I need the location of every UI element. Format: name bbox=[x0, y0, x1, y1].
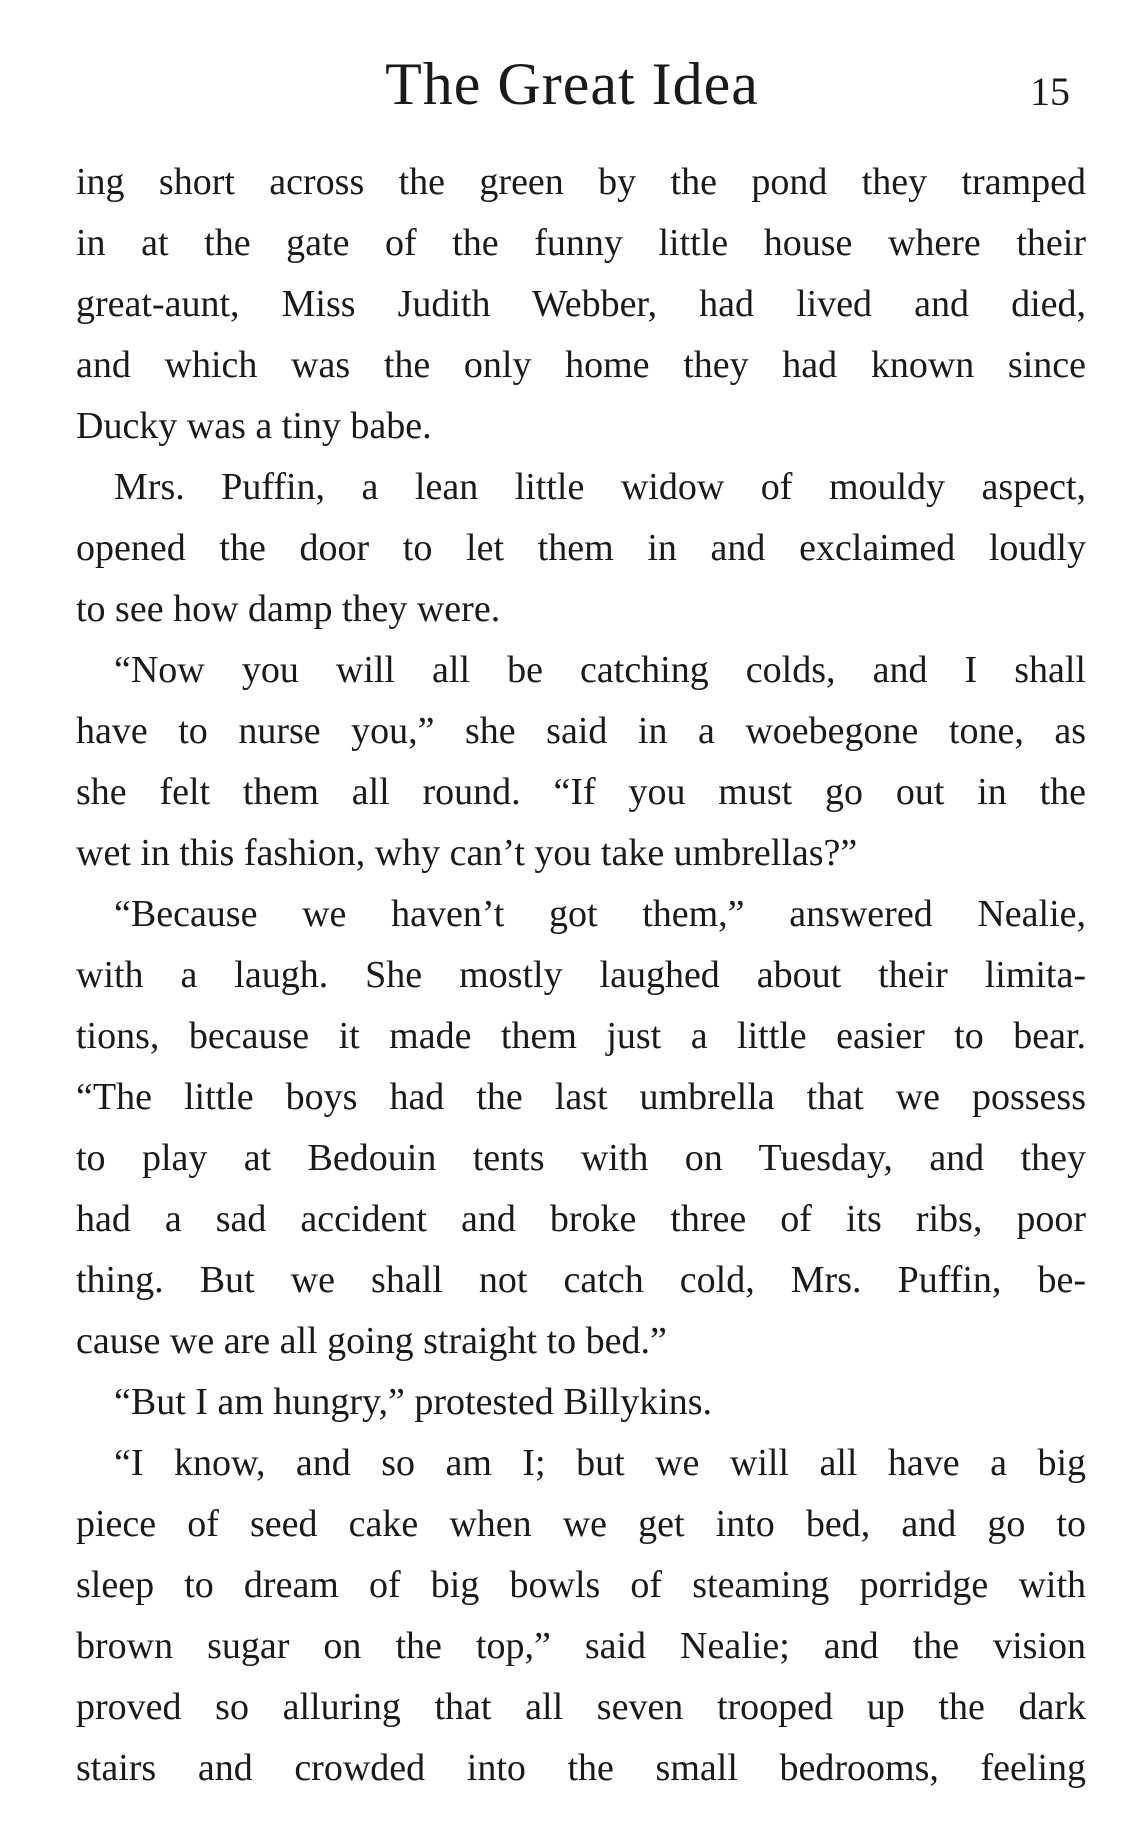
text-line: cause we are all going straight to bed.” bbox=[76, 1320, 667, 1362]
text-line: “Because we haven’t got them,” answered Nealie, bbox=[114, 893, 1086, 935]
text-line: Ducky was a tiny babe. bbox=[76, 405, 432, 447]
text-line: to see how damp they were. bbox=[76, 588, 501, 630]
text-line: in at the gate of the funny little house where their bbox=[76, 222, 1086, 264]
text-line: ing short across the green by the pond they tramped bbox=[76, 161, 1086, 203]
text-line: “Now you will all be catching colds, and I shall bbox=[114, 649, 1086, 691]
text-line: “But I am hungry,” protested Billykins. bbox=[114, 1381, 713, 1423]
text-line: “I know, and so am I; but we will all have a big bbox=[114, 1442, 1086, 1484]
text-line: and which was the only home they had known since bbox=[76, 344, 1086, 386]
text-line: tions, because it made them just a little easier to bear. bbox=[76, 1015, 1086, 1057]
text-line: great-aunt, Miss Judith Webber, had lived and died, bbox=[76, 283, 1086, 325]
text-line: with a laugh. She mostly laughed about their limita- bbox=[76, 954, 1086, 996]
text-line: thing. But we shall not catch cold, Mrs. Puffin, be- bbox=[76, 1259, 1086, 1301]
body-text bbox=[76, 152, 1086, 1799]
text-line: had a sad accident and broke three of its ribs, poor bbox=[76, 1198, 1086, 1240]
text-line: wet in this fashion, why can’t you take umbrellas?” bbox=[76, 832, 858, 874]
text-line: to play at Bedouin tents with on Tuesday, and they bbox=[76, 1137, 1086, 1179]
text-line: have to nurse you,” she said in a woebegone tone, as bbox=[76, 710, 1086, 752]
running-head bbox=[0, 44, 1144, 124]
text-line: Mrs. Puffin, a lean little widow of mouldy aspect, bbox=[114, 466, 1086, 508]
text-line: opened the door to let them in and exclaimed loudly bbox=[76, 527, 1086, 569]
text-line: “The little boys had the last umbrella that we possess bbox=[76, 1076, 1086, 1118]
text-line: sleep to dream of big bowls of steaming porridge with bbox=[76, 1564, 1086, 1606]
text-line: brown sugar on the top,” said Nealie; and the vision bbox=[76, 1625, 1086, 1667]
text-line: piece of seed cake when we get into bed, and go to bbox=[76, 1503, 1086, 1545]
text-line: stairs and crowded into the small bedrooms, feeling bbox=[76, 1747, 1086, 1789]
text-line: proved so alluring that all seven trooped up the dark bbox=[76, 1686, 1086, 1728]
text-line: she felt them all round. “If you must go out in the bbox=[76, 771, 1086, 813]
running-title: The Great Idea bbox=[385, 51, 759, 117]
page-number: 15 bbox=[1030, 69, 1070, 114]
